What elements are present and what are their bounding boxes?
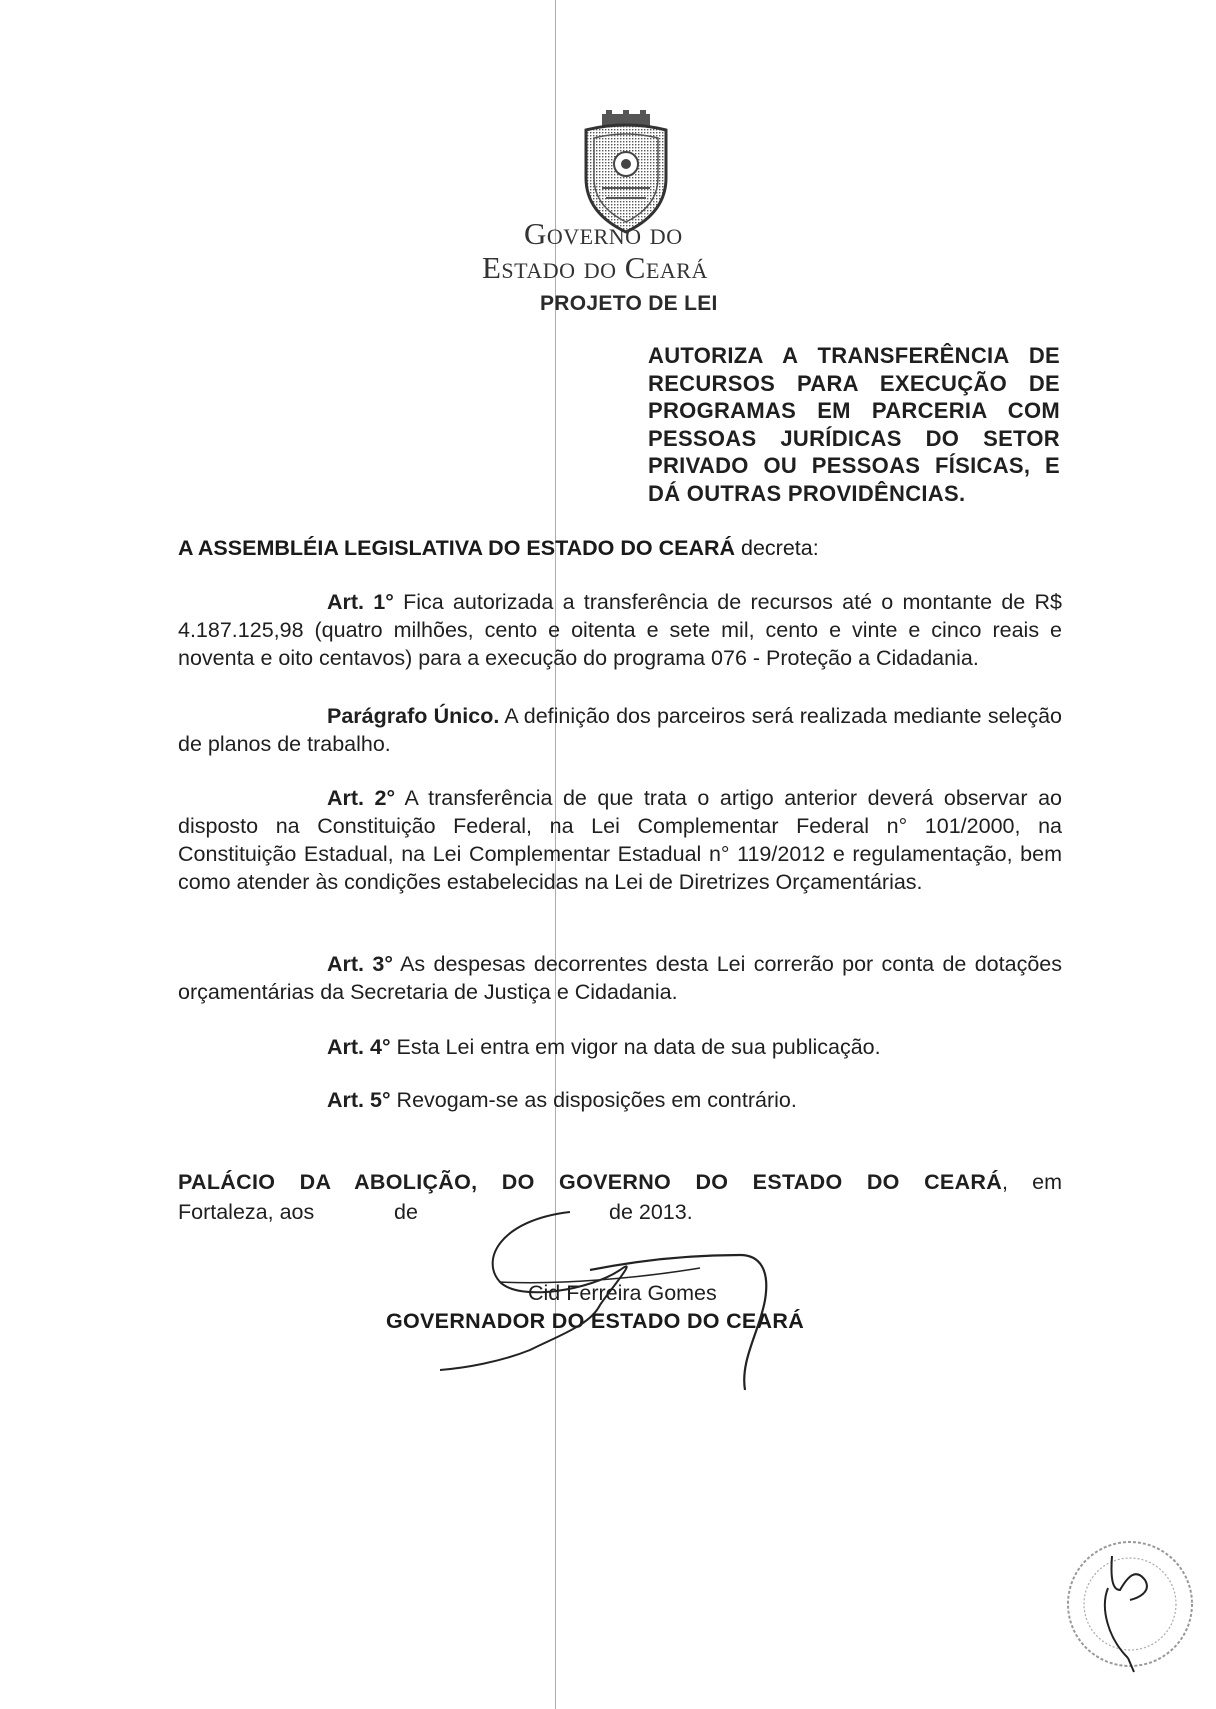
article-1	[178, 588, 1062, 672]
article-text: Esta Lei entra em vigor na data de sua publicação.	[390, 1035, 881, 1059]
preamble	[178, 536, 819, 561]
article-2	[178, 784, 1062, 896]
article-4	[327, 1035, 881, 1060]
article-label: Art. 4°	[327, 1035, 391, 1059]
stamp-seal-icon	[1050, 1528, 1206, 1678]
handwritten-signature	[440, 1210, 860, 1410]
article-label: Parágrafo Único.	[327, 704, 500, 728]
date-city: Fortaleza, aos	[178, 1200, 315, 1224]
article-text: A definição dos parceiros será realizada mediante seleção de planos de trabalho.	[178, 704, 1062, 756]
document-type: PROJETO DE LEI	[540, 292, 718, 315]
preamble-rest: decreta:	[735, 536, 819, 560]
article-text: As despesas decorrentes desta Lei correrão por conta de dotações orçamentárias da Secretaria de Justiça e Cidadania.	[178, 952, 1062, 1004]
date-de-1: de	[394, 1200, 418, 1224]
closing-line-1	[178, 1167, 1062, 1197]
closing-bold: PALÁCIO DA ABOLIÇÃO, DO GOVERNO DO ESTADO DO CEARÁ	[178, 1170, 1003, 1194]
article-label: Art. 1°	[327, 590, 394, 614]
article-label: Art. 2°	[327, 786, 396, 810]
article-text: Fica autorizada a transferência de recursos até o montante de R$ 4.187.125,98 (quatro milhões, cento e oitenta e sete mil, cento e vinte e cinco reais e noventa e oito centavos) para a execução do programa 076 - Proteção a Cidadania.	[178, 590, 1062, 670]
closing-rest: , em	[1002, 1170, 1062, 1194]
article-label: Art. 3°	[327, 952, 393, 976]
paragrafo-unico	[178, 702, 1062, 758]
header-line-2: Estado do Ceará	[482, 250, 708, 285]
article-text: A transferência de que trata o artigo anterior deverá observar ao disposto na Constituição Federal, na Lei Complementar Federal n° 101/2000, na Constituição Estadual, na Lei Complementar Estadual n° 119/2012 e regulamentação, bem como atender às condições estabelecidas na Lei de Diretrizes Orçamentárias.	[178, 786, 1062, 894]
signatory-title: GOVERNADOR DO ESTADO DO CEARÁ	[386, 1309, 805, 1333]
article-3	[178, 950, 1062, 1006]
header-line-1: Governo do	[524, 216, 683, 251]
signatory-name: Cid Ferreira Gomes	[528, 1281, 717, 1305]
article-label: Art. 5°	[327, 1088, 391, 1112]
ementa: AUTORIZA A TRANSFERÊNCIA DE RECURSOS PARA EXECUÇÃO DE PROGRAMAS EM PARCERIA COM PESSOAS JURÍDICAS DO SETOR PRIVADO OU PESSOAS FÍSICAS, E DÁ OUTRAS PROVIDÊNCIAS.	[648, 343, 1060, 506]
article-text: Revogam-se as disposições em contrário.	[390, 1088, 797, 1112]
date-year: de 2013.	[609, 1200, 693, 1224]
preamble-bold: A ASSEMBLÉIA LEGISLATIVA DO ESTADO DO CEARÁ	[178, 536, 736, 560]
article-5	[327, 1088, 797, 1113]
